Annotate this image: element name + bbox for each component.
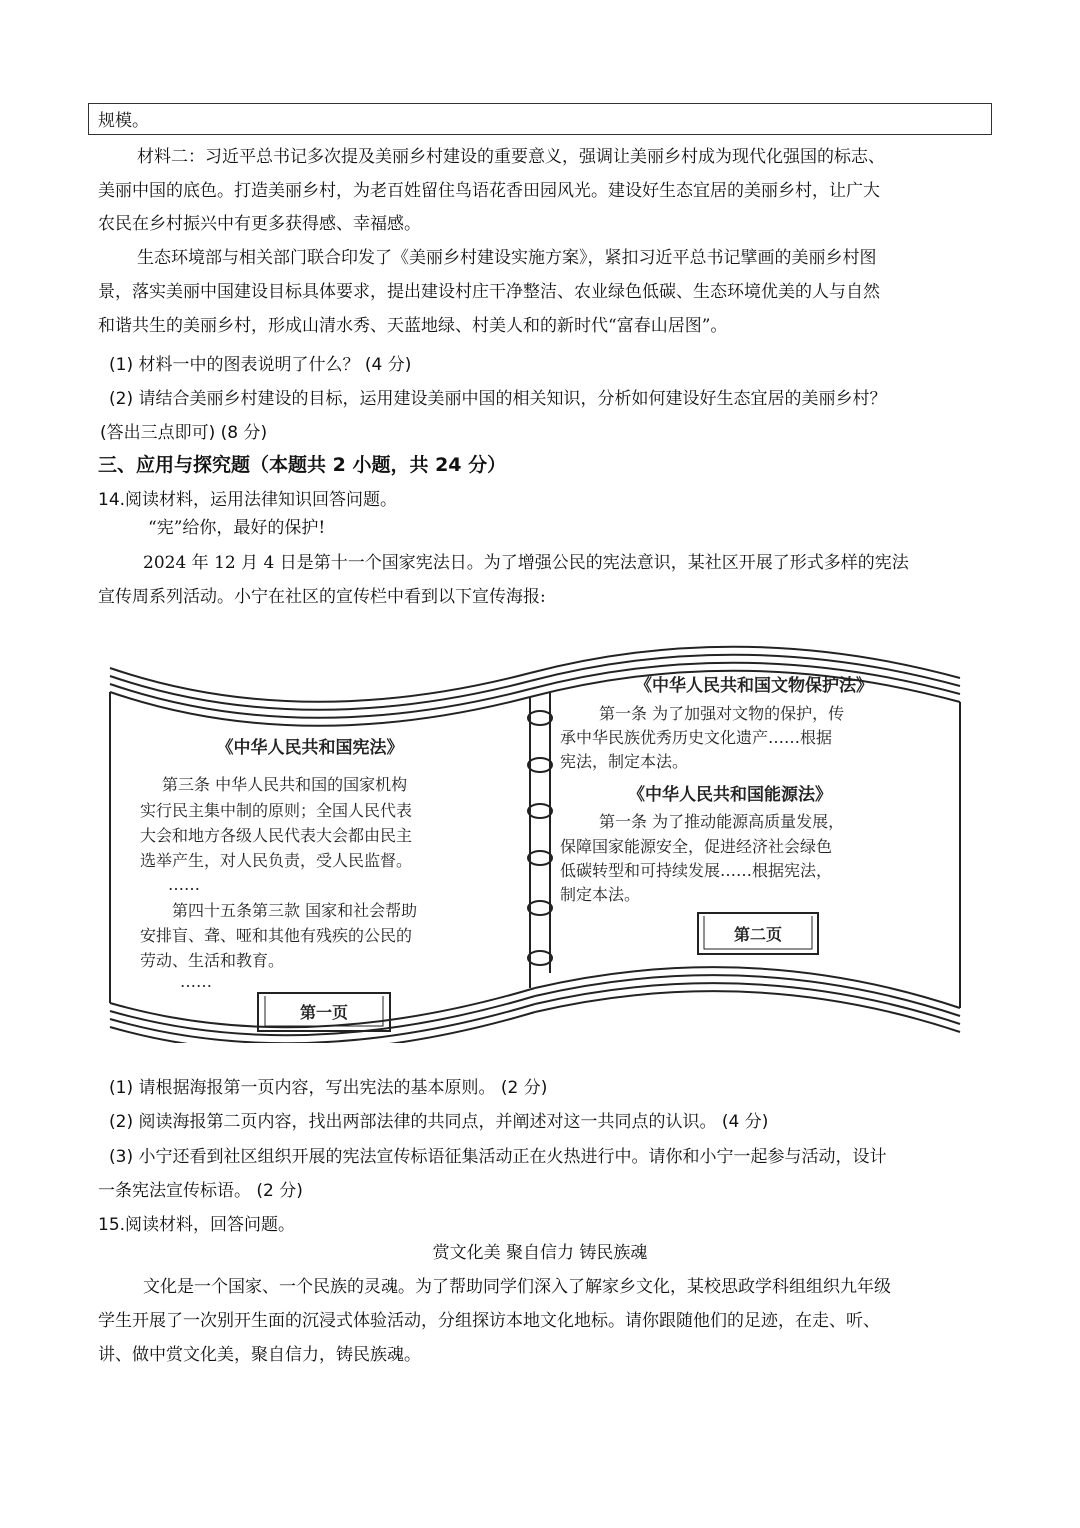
q14-paragraph-line2: 宣传周系列活动。小宁在社区的宣传栏中看到以下宣传海报: xyxy=(98,587,546,607)
left-page-line: …… xyxy=(180,972,212,991)
q15-title: 赏文化美 聚自信力 铸民族魂 xyxy=(432,1243,648,1263)
left-page-line: 大会和地方各级人民代表大会都由民主 xyxy=(140,826,413,845)
book-left-top-line xyxy=(110,668,530,702)
top-box xyxy=(88,103,992,135)
left-page-number: 第一页 xyxy=(299,1003,349,1022)
right-page-line: 第一条 为了加强对文物的保护，传 xyxy=(599,704,845,723)
right-page-title: 《中华人民共和国能源法》 xyxy=(628,785,832,805)
book-right-bottom-line xyxy=(535,967,960,1008)
book-left-top-line xyxy=(110,676,530,710)
left-page-line: …… xyxy=(168,875,200,894)
material2-line: 材料二：习近平总书记多次提及美丽乡村建设的重要意义，强调让美丽乡村成为现代化强国的标志、 xyxy=(137,147,885,167)
q15-line: 讲、做中赏文化美，聚自信力，铸民族魂。 xyxy=(98,1345,421,1365)
q14-sub2: (2) 阅读海报第二页内容，找出两部法律的共同点，并阐述对这一共同点的认识。 (4 分) xyxy=(109,1112,769,1132)
q14-sub3-line2: 一条宪法宣传标语。 (2 分) xyxy=(98,1181,303,1201)
right-page-line: 第一条 为了推动能源高质量发展， xyxy=(599,812,845,831)
right-page-line: 保障国家能源安全，促进经济社会绿色 xyxy=(560,837,833,856)
right-page-line: 宪法，制定本法。 xyxy=(560,752,689,771)
left-page-line: 安排盲、聋、哑和其他有残疾的公民的 xyxy=(140,926,413,945)
binding-ring xyxy=(528,711,552,725)
binding-ring xyxy=(528,951,552,965)
q15-line: 学生开展了一次别开生面的沉浸式体验活动，分组探访本地文化地标。请你跟随他们的足迹，在走、听、 xyxy=(98,1311,880,1331)
left-page-line: 实行民主集中制的原则；全国人民代表 xyxy=(140,801,413,820)
right-page-line: 承中华民族优秀历史文化遗产……根据 xyxy=(560,728,833,747)
q14-subtitle: “宪”给你，最好的保护! xyxy=(148,518,326,538)
q14-sub1: (1) 请根据海报第一页内容，写出宪法的基本原则。 (2 分) xyxy=(109,1078,548,1098)
material2-line: 和谐共生的美丽乡村，形成山清水秀、天蓝地绿、村美人和的新时代“富春山居图”。 xyxy=(98,316,728,336)
q14-stem: 14.阅读材料，运用法律知识回答问题。 xyxy=(98,490,398,510)
q13-sub2-line1: (2) 请结合美丽乡村建设的目标，运用建设美丽中国的相关知识，分析如何建设好生态宜居的美丽乡村？ xyxy=(109,389,887,409)
q14-paragraph-line1: 2024 年 12 月 4 日是第十一个国家宪法日。为了增强公民的宪法意识，某社区开展了形式多样的宪法 xyxy=(143,553,909,573)
material2-line: 农民在乡村振兴中有更多获得感、幸福感。 xyxy=(98,214,421,234)
binding-ring xyxy=(528,758,552,772)
q13-sub1: (1) 材料一中的图表说明了什么？ (4 分) xyxy=(109,355,412,375)
book-right-bottom-line xyxy=(535,975,960,1016)
binding-ring xyxy=(528,901,552,915)
binding-ring xyxy=(528,804,552,818)
top-box-text: 规模。 xyxy=(98,111,149,131)
right-page-line: 制定本法。 xyxy=(560,885,641,904)
left-page-title: 《中华人民共和国宪法》 xyxy=(216,738,404,758)
left-page-line: 第三条 中华人民共和国的国家机构 xyxy=(162,775,408,794)
q14-sub3-line1: (3) 小宁还看到社区组织开展的宪法宣传标语征集活动正在火热进行中。请你和小宁一起参与活动，设计 xyxy=(109,1147,887,1167)
left-page-line: 劳动、生活和教育。 xyxy=(140,951,285,970)
right-page-line: 低碳转型和可持续发展……根据宪法， xyxy=(560,861,833,880)
q15-stem: 15.阅读材料，回答问题。 xyxy=(98,1215,296,1235)
constitution-poster xyxy=(100,638,972,1043)
left-page-line: 选举产生，对人民负责，受人民监督。 xyxy=(140,851,413,870)
material2-line: 景，落实美丽中国建设目标具体要求，提出建设村庄干净整洁、农业绿色低碳、生态环境优美的人与自然 xyxy=(98,282,880,302)
q13-sub2-line2: (答出三点即可) (8 分) xyxy=(100,423,268,443)
section3-title: 三、应用与探究题（本题共 2 小题，共 24 分） xyxy=(98,454,507,476)
material2-line: 生态环境部与相关部门联合印发了《美丽乡村建设实施方案》，紧扣习近平总书记擘画的美丽乡村图 xyxy=(137,248,877,268)
left-page-line: 第四十五条第三款 国家和社会帮助 xyxy=(172,901,418,920)
material2-line: 美丽中国的底色。打造美丽乡村，为老百姓留住鸟语花香田园风光。建设好生态宜居的美丽乡村，让广大 xyxy=(98,181,880,201)
q15-line: 文化是一个国家、一个民族的灵魂。为了帮助同学们深入了解家乡文化，某校思政学科组组织九年级 xyxy=(143,1277,891,1297)
right-page-title: 《中华人民共和国文物保护法》 xyxy=(635,676,873,696)
binding-ring xyxy=(528,851,552,865)
right-page-number: 第二页 xyxy=(733,925,783,944)
